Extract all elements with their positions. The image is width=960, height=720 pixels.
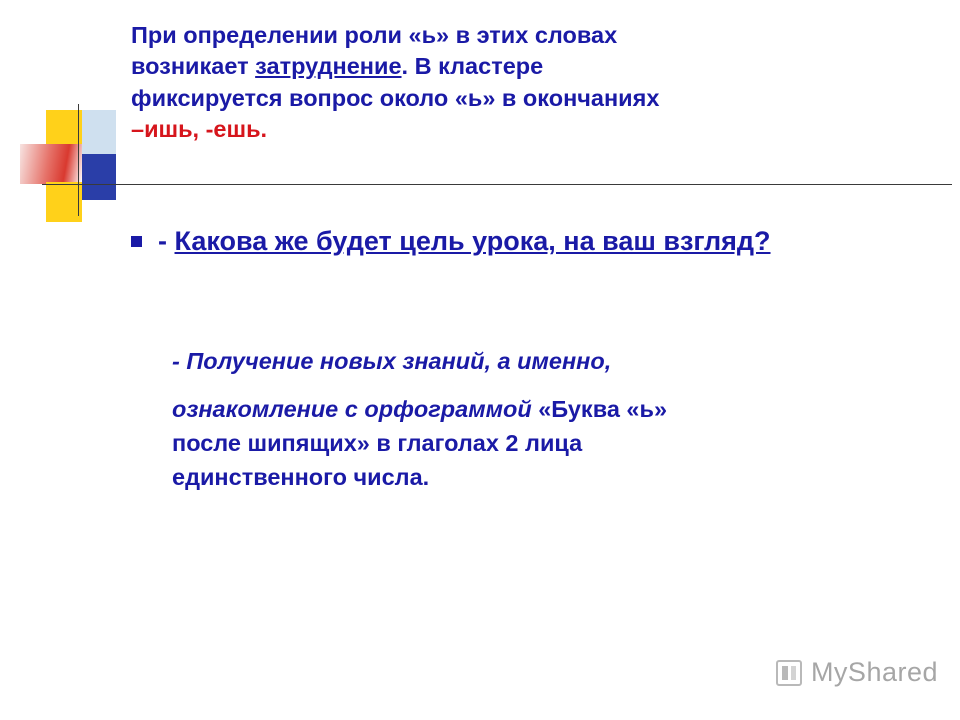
- square-bullet-icon: [131, 236, 142, 247]
- yellow-square-lower-icon: [46, 182, 82, 222]
- decorative-logo-block: [6, 104, 136, 219]
- intro-line-2-suffix: . В кластере: [401, 53, 544, 80]
- question-dash: -: [158, 226, 167, 256]
- intro-endings-highlight: –ишь, -ешь.: [131, 115, 268, 142]
- horizontal-rule: [42, 184, 952, 185]
- intro-line-3: фиксируется вопрос около «ь» в окончаниях: [131, 84, 660, 111]
- answer-text-2-rest: «Буква «ь»: [531, 396, 668, 422]
- question-bullet-row: [131, 222, 931, 260]
- answer-body: [172, 393, 912, 494]
- intro-underlined-word: затруднение: [255, 53, 402, 80]
- answer-text-2-italic: ознакомление с орфограммой: [172, 396, 532, 422]
- question-text-block: [158, 222, 771, 260]
- question-text: Какова же будет цель урока, на ваш взгляд?: [174, 226, 771, 256]
- answer-text-1: Получение новых знаний, а именно,: [186, 348, 612, 374]
- red-gradient-square-icon: [20, 144, 82, 184]
- navy-square-icon: [82, 154, 116, 200]
- myshared-logo-icon: [776, 660, 802, 686]
- watermark: [776, 657, 938, 688]
- answer-text-3: после шипящих» в глаголах 2 лица: [172, 429, 583, 456]
- light-blue-square-icon: [82, 110, 116, 154]
- intro-line-1: При определении роли «ь» в этих словах: [131, 22, 618, 48]
- intro-line-2-prefix: возникает: [131, 53, 256, 80]
- watermark-label: MyShared: [810, 657, 938, 687]
- answer-line-1: [172, 345, 912, 378]
- vertical-rule: [78, 104, 79, 216]
- answer-text-4: единственного числа.: [172, 463, 430, 490]
- intro-paragraph: [131, 20, 921, 145]
- answer-dash: -: [172, 348, 180, 374]
